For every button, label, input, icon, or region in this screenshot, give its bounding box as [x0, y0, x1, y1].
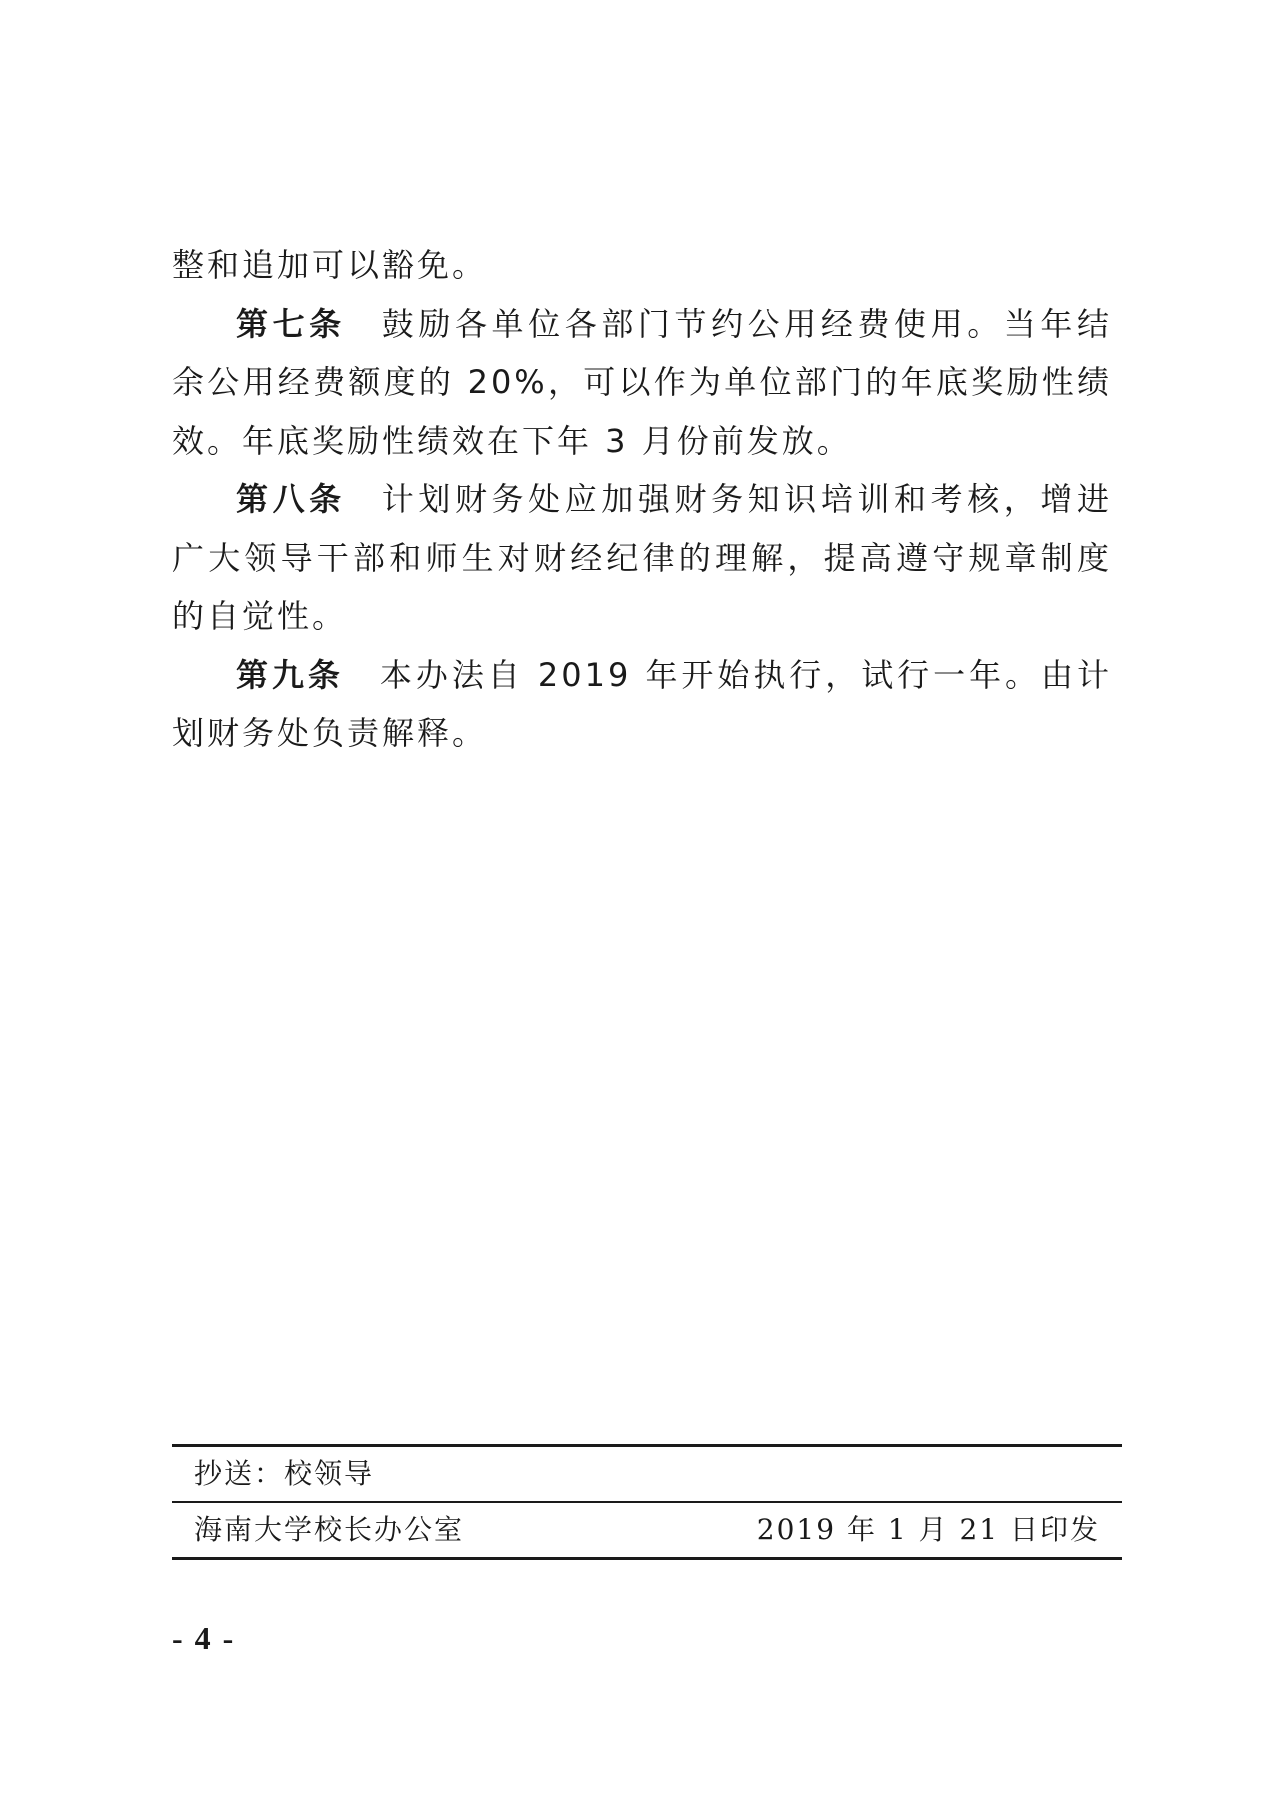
continuation-paragraph	[172, 236, 1112, 295]
footer-bottom-rule	[172, 1557, 1122, 1560]
cc-text: 抄送：校领导	[194, 1457, 375, 1490]
article-7-text: 鼓励各单位各部门节约公用经费使用。当年结余公用经费额度的 20%，可以作为单位部门的年底奖励性绩效。年底奖励性绩效在下年 3 月份前发放。	[172, 304, 1112, 460]
issue-date: 2019 年 1 月 21 日印发	[756, 1513, 1100, 1546]
cc-line	[172, 1447, 1122, 1501]
article-9-number: 第九条	[236, 655, 344, 694]
document-body	[172, 236, 1112, 763]
article-8	[172, 470, 1112, 646]
continuation-text: 整和追加可以豁免。	[172, 246, 488, 284]
page-number: - 4 -	[172, 1620, 236, 1656]
article-8-number: 第八条	[236, 480, 346, 518]
article-9	[172, 646, 1112, 763]
article-7	[172, 295, 1112, 471]
issuer-line	[172, 1503, 1122, 1557]
document-footer	[172, 1444, 1122, 1560]
article-8-text: 计划财务处应加强财务知识培训和考核，增进广大领导干部和师生对财经纪律的理解，提高遵守规章制度的自觉性。	[172, 480, 1112, 635]
article-9-text: 本办法自 2019 年开始执行，试行一年。由计划财务处负责解释。	[172, 655, 1112, 752]
article-7-number: 第七条	[236, 304, 346, 343]
issuer-name: 海南大学校长办公室	[194, 1513, 465, 1546]
